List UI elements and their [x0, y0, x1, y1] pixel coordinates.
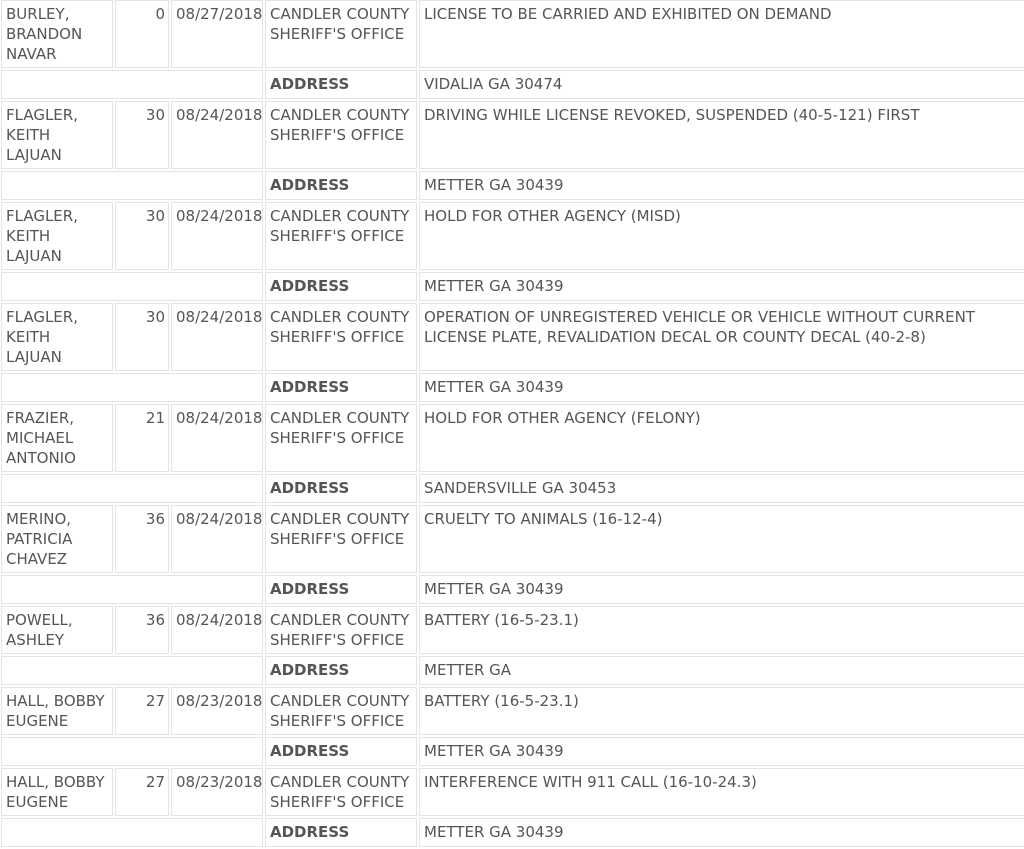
arresting-agency: CANDLER COUNTY SHERIFF'S OFFICE: [265, 505, 417, 573]
address-spacer: [1, 272, 263, 301]
inmate-age: 27: [115, 687, 169, 735]
address-spacer: [1, 575, 263, 604]
charge-description: DRIVING WHILE LICENSE REVOKED, SUSPENDED (40-5-121) FIRST: [419, 101, 1024, 169]
inmate-age: 36: [115, 505, 169, 573]
inmate-name: HALL, BOBBY EUGENE: [1, 768, 113, 816]
address-row: [1, 70, 1024, 99]
booking-date: 08/23/2018: [171, 768, 263, 816]
address-spacer: [1, 737, 263, 766]
address-row: [1, 474, 1024, 503]
inmate-age: 30: [115, 202, 169, 270]
address-spacer: [1, 373, 263, 402]
inmate-age: 0: [115, 0, 169, 68]
address-label: ADDRESS: [265, 70, 417, 99]
arrest-records-body: [1, 0, 1024, 847]
address-label: ADDRESS: [265, 575, 417, 604]
record-row: [1, 404, 1024, 472]
charge-description: BATTERY (16-5-23.1): [419, 687, 1024, 735]
address-value: METTER GA 30439: [419, 272, 1024, 301]
record-row: [1, 505, 1024, 573]
inmate-age: 21: [115, 404, 169, 472]
record-row: [1, 202, 1024, 270]
address-value: METTER GA 30439: [419, 373, 1024, 402]
record-row: [1, 687, 1024, 735]
inmate-age: 27: [115, 768, 169, 816]
inmate-name: FRAZIER, MICHAEL ANTONIO: [1, 404, 113, 472]
booking-date: 08/24/2018: [171, 606, 263, 654]
address-label: ADDRESS: [265, 474, 417, 503]
record-row: [1, 606, 1024, 654]
booking-date: 08/24/2018: [171, 505, 263, 573]
inmate-age: 30: [115, 303, 169, 371]
inmate-name: MERINO, PATRICIA CHAVEZ: [1, 505, 113, 573]
address-spacer: [1, 656, 263, 685]
address-value: METTER GA 30439: [419, 575, 1024, 604]
address-row: [1, 818, 1024, 847]
charge-description: INTERFERENCE WITH 911 CALL (16-10-24.3): [419, 768, 1024, 816]
address-value: METTER GA 30439: [419, 737, 1024, 766]
inmate-name: FLAGLER, KEITH LAJUAN: [1, 101, 113, 169]
charge-description: BATTERY (16-5-23.1): [419, 606, 1024, 654]
address-label: ADDRESS: [265, 373, 417, 402]
address-row: [1, 737, 1024, 766]
booking-date: 08/24/2018: [171, 404, 263, 472]
arresting-agency: CANDLER COUNTY SHERIFF'S OFFICE: [265, 0, 417, 68]
address-row: [1, 272, 1024, 301]
inmate-name: FLAGLER, KEITH LAJUAN: [1, 202, 113, 270]
arresting-agency: CANDLER COUNTY SHERIFF'S OFFICE: [265, 768, 417, 816]
record-row: [1, 303, 1024, 371]
address-value: METTER GA: [419, 656, 1024, 685]
inmate-name: BURLEY, BRANDON NAVAR: [1, 0, 113, 68]
record-row: [1, 101, 1024, 169]
charge-description: CRUELTY TO ANIMALS (16-12-4): [419, 505, 1024, 573]
address-label: ADDRESS: [265, 171, 417, 200]
address-label: ADDRESS: [265, 737, 417, 766]
record-row: [1, 768, 1024, 816]
arresting-agency: CANDLER COUNTY SHERIFF'S OFFICE: [265, 202, 417, 270]
address-value: SANDERSVILLE GA 30453: [419, 474, 1024, 503]
charge-description: OPERATION OF UNREGISTERED VEHICLE OR VEHICLE WITHOUT CURRENT LICENSE PLATE, REVALIDATION DECAL OR COUNTY DECAL (40-2-8): [419, 303, 1024, 371]
arresting-agency: CANDLER COUNTY SHERIFF'S OFFICE: [265, 303, 417, 371]
arresting-agency: CANDLER COUNTY SHERIFF'S OFFICE: [265, 404, 417, 472]
address-label: ADDRESS: [265, 272, 417, 301]
charge-description: LICENSE TO BE CARRIED AND EXHIBITED ON DEMAND: [419, 0, 1024, 68]
record-row: [1, 0, 1024, 68]
address-label: ADDRESS: [265, 818, 417, 847]
address-value: VIDALIA GA 30474: [419, 70, 1024, 99]
arresting-agency: CANDLER COUNTY SHERIFF'S OFFICE: [265, 687, 417, 735]
address-spacer: [1, 70, 263, 99]
address-row: [1, 171, 1024, 200]
booking-date: 08/24/2018: [171, 101, 263, 169]
address-label: ADDRESS: [265, 656, 417, 685]
booking-date: 08/23/2018: [171, 687, 263, 735]
address-row: [1, 373, 1024, 402]
booking-date: 08/24/2018: [171, 202, 263, 270]
address-spacer: [1, 171, 263, 200]
booking-date: 08/27/2018: [171, 0, 263, 68]
inmate-name: POWELL, ASHLEY: [1, 606, 113, 654]
address-value: METTER GA 30439: [419, 818, 1024, 847]
booking-date: 08/24/2018: [171, 303, 263, 371]
inmate-name: FLAGLER, KEITH LAJUAN: [1, 303, 113, 371]
arresting-agency: CANDLER COUNTY SHERIFF'S OFFICE: [265, 101, 417, 169]
inmate-name: HALL, BOBBY EUGENE: [1, 687, 113, 735]
arresting-agency: CANDLER COUNTY SHERIFF'S OFFICE: [265, 606, 417, 654]
address-row: [1, 575, 1024, 604]
inmate-age: 30: [115, 101, 169, 169]
address-spacer: [1, 474, 263, 503]
charge-description: HOLD FOR OTHER AGENCY (FELONY): [419, 404, 1024, 472]
inmate-age: 36: [115, 606, 169, 654]
address-value: METTER GA 30439: [419, 171, 1024, 200]
address-row: [1, 656, 1024, 685]
address-spacer: [1, 818, 263, 847]
charge-description: HOLD FOR OTHER AGENCY (MISD): [419, 202, 1024, 270]
